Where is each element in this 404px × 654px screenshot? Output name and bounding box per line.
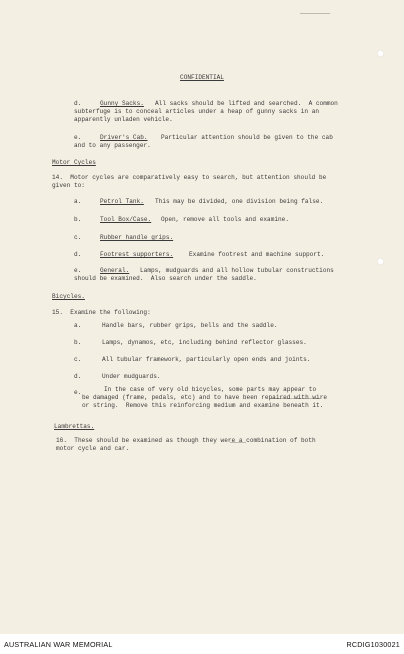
list-item-number: e. [74,267,82,274]
list-item-number: a. [74,198,82,205]
list-item-heading: Petrol Tank. [100,198,144,205]
list-item-number: d. [74,373,82,380]
footer-source: AUSTRALIAN WAR MEMORIAL [4,640,113,649]
list-item-text: All tubular framework, particularly open ends and joints. [102,356,311,363]
section-heading-motor-cycles: Motor Cycles [52,159,96,166]
para-e-heading: Driver's Cab. [100,134,148,141]
punch-hole [377,258,384,265]
para-14-line: given to: [52,182,85,189]
list-item-text: In the case of very old bicycles, some parts may appear to [104,386,317,393]
list-item-heading: Footrest supporters. [100,251,174,258]
para-e-number: e. [74,134,82,141]
list-item-number: c. [74,356,82,363]
list-item-text: Open, remove all tools and examine. [161,216,289,223]
para-e-line: Particular attention should be given to the cab [161,134,333,141]
list-item-text: Lamps, dynamos, etc, including behind reflector glasses. [102,339,307,346]
para-d-line: apparently unladen vehicle. [74,116,173,123]
punch-hole [377,50,384,57]
list-item-number: e. [74,389,82,396]
para-15-line: 15. Examine the following: [52,309,151,316]
section-heading-lambrettas: Lambrettas. [54,423,95,430]
list-item-text: be damaged (frame, pedals, etc) and to have been repaired with wire [82,394,328,401]
document-heading: CONFIDENTIAL [180,74,224,81]
para-d-line: subterfuge is to conceal articles under a heap of gunny sacks in an [74,108,320,115]
para-14-line: 14. Motor cycles are comparatively easy to search, but attention should be [52,174,327,181]
list-item-text: or string. Remove this reinforcing medium and examine beneath it. [82,402,324,409]
para-d-number: d. [74,100,82,107]
list-item-number: b. [74,216,82,223]
para-16-line: motor cycle and car. [56,445,130,452]
section-heading-bicycles: Bicycles. [52,293,85,300]
list-item-number: a. [74,322,82,329]
list-item-heading: Tool Box/Case. [100,216,152,223]
list-item-text: Under mudguards. [102,373,161,380]
list-item-text: Handle bars, rubber grips, bells and the saddle. [102,322,278,329]
para-16-line: 16. These should be examined as though they were a combination of both [56,437,316,444]
list-item-text: Examine footrest and machine support. [189,251,325,258]
para-d-heading: Gunny Sacks. [100,100,144,107]
pencil-mark [300,13,330,14]
list-item-heading: Rubber handle grips. [100,234,174,241]
list-item-number: b. [74,339,82,346]
list-item-heading: General. [100,267,130,274]
list-item-text: Lamps, mudguards and all hollow tubular constructions [140,267,334,274]
list-item-text: This may be divided, one division being false. [155,198,324,205]
archive-footer [0,634,404,654]
list-item-number: c. [74,234,82,241]
footer-record-id: RCDIG1030021 [346,640,400,649]
list-item-text: should be examined. Also search under the saddle. [74,275,257,282]
para-e-line: and to any passenger. [74,142,151,149]
para-d-line: All sacks should be lifted and searched. A common [155,100,338,107]
list-item-number: d. [74,251,82,258]
